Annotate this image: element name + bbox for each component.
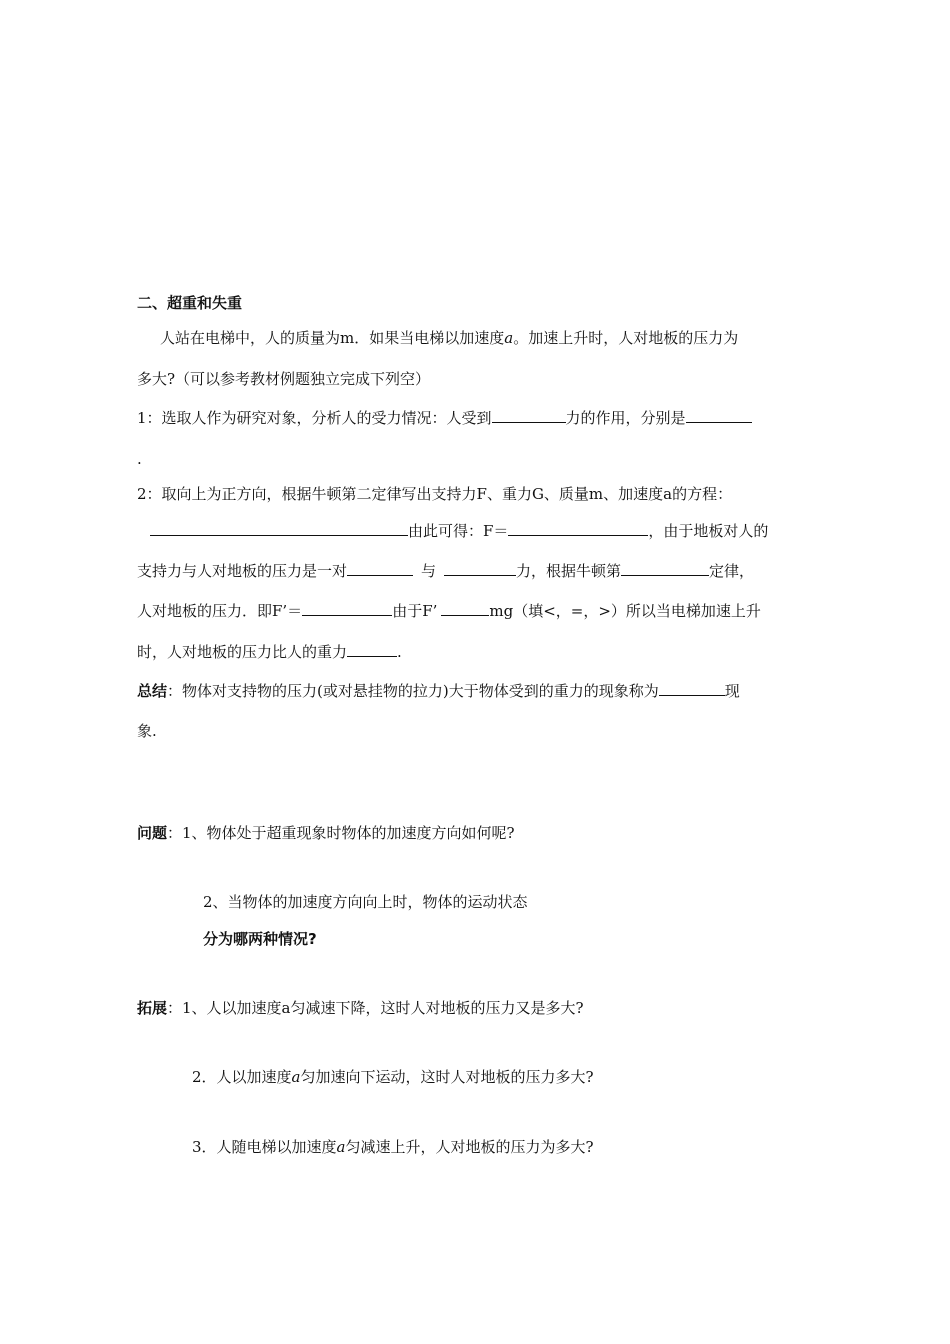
- extension-label: 拓展: [137, 999, 168, 1017]
- step2-line-5: [137, 641, 402, 662]
- question-label: 问题: [137, 824, 168, 842]
- blank-comparison[interactable]: [441, 600, 489, 616]
- step1-dot: .: [137, 450, 142, 468]
- blank-pair-1[interactable]: [347, 560, 413, 576]
- extension-3: [192, 1137, 594, 1157]
- step2-text-5a: 时，人对地板的压力比人的重力: [137, 643, 348, 661]
- acceleration-symbol: a: [504, 329, 514, 347]
- question-2-line-2: 分为哪两种情况?: [203, 930, 317, 948]
- question-line-1: [137, 823, 515, 843]
- summary-label: 总结: [137, 682, 168, 700]
- blank-force-names[interactable]: [686, 407, 752, 423]
- extension-2: [192, 1067, 594, 1087]
- intro-line-1: [160, 328, 738, 348]
- blank-f-prime[interactable]: [302, 600, 392, 616]
- step1-line: [137, 407, 752, 428]
- intro-text-b: 。加速上升时，人对地板的压力为: [513, 329, 739, 347]
- step2-text-3b: 与: [421, 562, 437, 580]
- step1-text-b: 力的作用，分别是: [565, 409, 686, 427]
- question-2-line-1: 2、当物体的加速度方向向上时，物体的运动状态: [203, 893, 528, 911]
- extension-1: ：1、人以加速度a匀减速下降，这时人对地板的压力又是多大?: [167, 999, 584, 1017]
- step2-text-2a: 由此可得：F＝: [408, 522, 509, 540]
- blank-force-count[interactable]: [492, 407, 566, 423]
- step2-text-3d: 定律，: [709, 562, 755, 580]
- step2-text-4c: mg（填<，=，>）所以当电梯加速上升: [489, 602, 761, 620]
- extension-3-symbol: a: [336, 1138, 346, 1156]
- extension-2-symbol: a: [291, 1068, 301, 1086]
- blank-equation[interactable]: [150, 520, 408, 536]
- intro-line-2: 多大?（可以参考教材例题独立完成下列空）: [137, 370, 431, 388]
- extension-2-text-a: 2．人以加速度: [192, 1068, 292, 1086]
- step2-text-5b: .: [397, 643, 402, 661]
- section-title: 二、超重和失重: [137, 294, 243, 312]
- blank-law-number[interactable]: [621, 560, 709, 576]
- summary-text-a: ：物体对支持物的压力(或对悬挂物的拉力)大于物体受到的重力的现象称为: [167, 682, 659, 700]
- summary-text-b: 现: [724, 682, 740, 700]
- step2-text-2b: ，由于地板对人的: [648, 522, 769, 540]
- step2-line-1: 2：取向上为正方向，根据牛顿第二定律写出支持力F、重力G、质量m、加速度a的方程：: [137, 485, 733, 503]
- summary-line-2: 象.: [137, 722, 157, 740]
- question-1: ：1、物体处于超重现象时物体的加速度方向如何呢?: [167, 824, 515, 842]
- step2-text-3c: 力，根据牛顿第: [516, 562, 622, 580]
- step2-text-4a: 人对地板的压力．即F’＝: [137, 602, 303, 620]
- blank-f-result[interactable]: [508, 520, 648, 536]
- blank-compare-weight[interactable]: [347, 641, 397, 657]
- step2-text-4b: 由于F’: [392, 602, 438, 620]
- step2-line-2: [150, 520, 768, 541]
- extension-3-text-a: 3．人随电梯以加速度: [192, 1138, 337, 1156]
- intro-text-a: 人站在电梯中，人的质量为m．如果当电梯以加速度: [160, 329, 505, 347]
- blank-pair-2[interactable]: [444, 560, 516, 576]
- summary-line-1: [137, 680, 740, 701]
- extension-2-text-b: 匀加速向下运动，这时人对地板的压力多大?: [300, 1068, 594, 1086]
- step1-text-a: 1：选取人作为研究对象，分析人的受力情况：人受到: [137, 409, 492, 427]
- step2-text-3a: 支持力与人对地板的压力是一对: [137, 562, 348, 580]
- extension-3-text-b: 匀减速上升，人对地板的压力为多大?: [345, 1138, 594, 1156]
- blank-phenomenon[interactable]: [659, 680, 725, 696]
- extension-line-1: [137, 998, 584, 1018]
- step2-line-3: [137, 560, 754, 581]
- step2-line-4: [137, 600, 761, 621]
